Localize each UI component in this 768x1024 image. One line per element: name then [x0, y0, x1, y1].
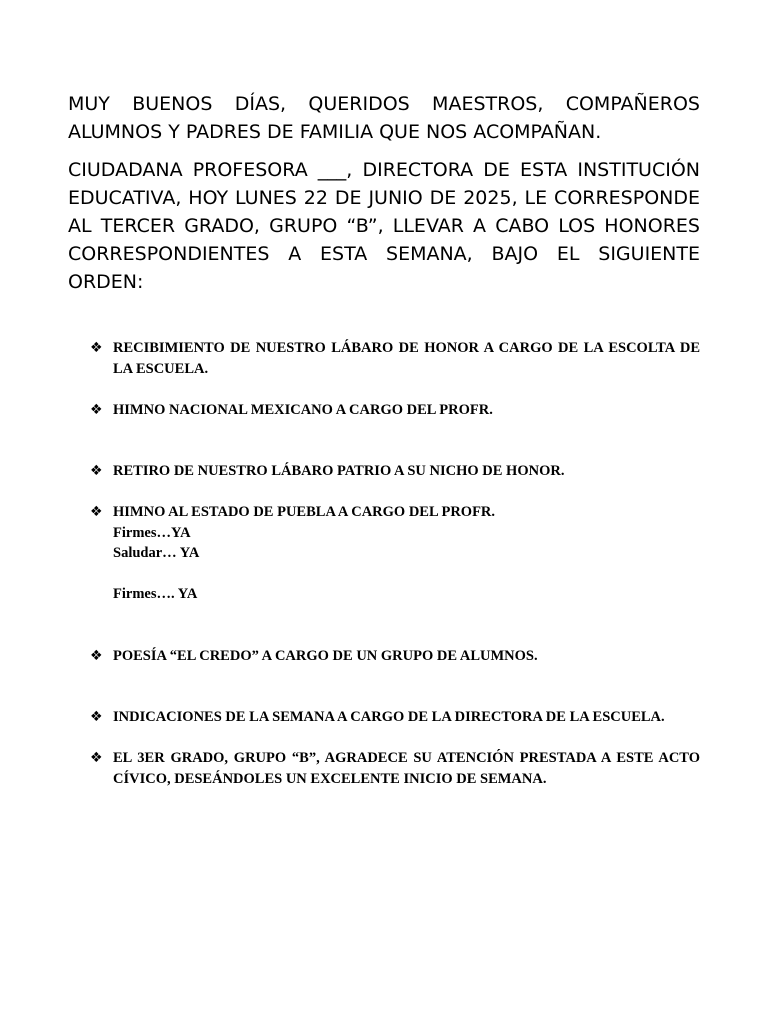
diamond-bullet-icon: ❖ [90, 401, 103, 418]
announcement-paragraph: CIUDADANA PROFESORA ___, DIRECTORA DE ESTA INSTITUCIÓN EDUCATIVA, HOY LUNES 22 DE JUNIO DE 2025, LE CORRESPONDE AL TERCER GRADO, GRUPO “B”, LLEVAR A CABO LOS HONORES CORRESPONDIENTES A ESTA SEMANA, BAJO EL SIGUIENTE ORDEN: [68, 159, 700, 293]
diamond-bullet-icon: ❖ [90, 750, 103, 766]
list-item-text: RECIBIMIENTO DE NUESTRO LÁBARO DE HONOR A CARGO DE LA ESCOLTA DE LA ESCUELA. [113, 340, 700, 377]
list-item [90, 502, 700, 605]
ceremony-order-list [90, 338, 700, 789]
list-item [90, 748, 700, 789]
diamond-bullet-icon: ❖ [90, 647, 103, 664]
diamond-bullet-icon: ❖ [90, 504, 103, 520]
command-line: Saludar… YA [113, 545, 200, 561]
list-item-text: INDICACIONES DE LA SEMANA A CARGO DE LA DIRECTORA DE LA ESCUELA. [113, 709, 665, 725]
list-item-text: HIMNO AL ESTADO DE PUEBLA A CARGO DEL PROFR. [113, 504, 496, 520]
list-item-text: EL 3ER GRADO, GRUPO “B”, AGRADECE SU ATENCIÓN PRESTADA A ESTE ACTO CÍVICO, DESEÁNDOLES UN EXCELENTE INICIO DE SEMANA. [113, 750, 700, 787]
list-item [90, 646, 700, 667]
list-item [90, 461, 700, 482]
diamond-bullet-icon: ❖ [90, 463, 103, 479]
document-page [68, 90, 700, 787]
command-line: Firmes…. YA [113, 586, 198, 602]
command-line: Firmes…YA [113, 524, 191, 541]
list-item [90, 400, 700, 421]
list-item-text: HIMNO NACIONAL MEXICANO A CARGO DEL PROFR. [113, 401, 493, 418]
list-item [90, 338, 700, 379]
list-item-text: RETIRO DE NUESTRO LÁBARO PATRIO A SU NICHO DE HONOR. [113, 463, 565, 479]
diamond-bullet-icon: ❖ [90, 709, 103, 725]
list-item [90, 707, 700, 728]
diamond-bullet-icon: ❖ [90, 340, 103, 356]
list-item-text: POESÍA “EL CREDO” A CARGO DE UN GRUPO DE ALUMNOS. [113, 647, 538, 664]
greeting-paragraph: MUY BUENOS DÍAS, QUERIDOS MAESTROS, COMPAÑEROS ALUMNOS Y PADRES DE FAMILIA QUE NOS ACOMPAÑAN. [68, 93, 700, 143]
